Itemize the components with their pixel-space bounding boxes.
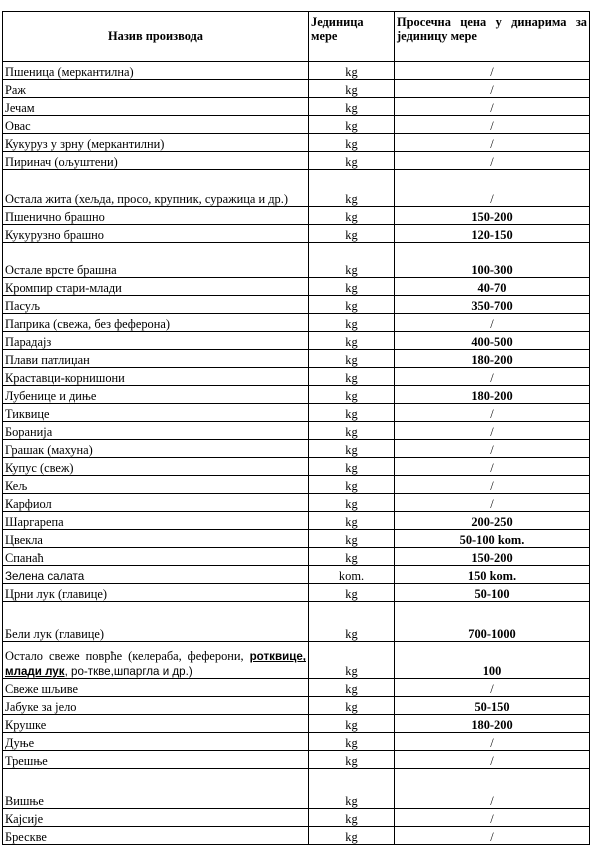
- table-row: [3, 225, 590, 243]
- cell-unit[interactable]: kg: [309, 404, 395, 422]
- table-row: [3, 733, 590, 751]
- table-row: [3, 494, 590, 512]
- cell-price[interactable]: /: [395, 116, 590, 134]
- header-unit[interactable]: Јединица мере: [309, 12, 395, 62]
- cell-unit[interactable]: kg: [309, 584, 395, 602]
- price-table: [2, 11, 590, 845]
- cell-name[interactable]: Бели лук (главице): [3, 602, 309, 642]
- cell-name[interactable]: Свеже шљиве: [3, 679, 309, 697]
- cell-unit[interactable]: kg: [309, 332, 395, 350]
- cell-name[interactable]: Паприка (свежа, без феферона): [3, 314, 309, 332]
- cell-name[interactable]: Грашак (махуна): [3, 440, 309, 458]
- header-row: [3, 12, 590, 62]
- cell-unit[interactable]: kg: [309, 809, 395, 827]
- cell-unit[interactable]: kg: [309, 243, 395, 278]
- cell-price[interactable]: /: [395, 170, 590, 207]
- cell-name[interactable]: Плави патлиџан: [3, 350, 309, 368]
- table-row: [3, 697, 590, 715]
- cell-name[interactable]: Кукурузно брашно: [3, 225, 309, 243]
- table-row: [3, 62, 590, 80]
- cell-price[interactable]: 150-200: [395, 548, 590, 566]
- cell-name[interactable]: Карфиол: [3, 494, 309, 512]
- cell-price[interactable]: /: [395, 751, 590, 769]
- cell-price[interactable]: /: [395, 80, 590, 98]
- cell-unit[interactable]: kg: [309, 350, 395, 368]
- table-row: [3, 548, 590, 566]
- cell-name[interactable]: [3, 642, 309, 679]
- cell-unit[interactable]: kg: [309, 225, 395, 243]
- cell-price[interactable]: /: [395, 809, 590, 827]
- cell-unit[interactable]: kg: [309, 80, 395, 98]
- cell-name[interactable]: Пшенично брашно: [3, 207, 309, 225]
- cell-price[interactable]: 50-150: [395, 697, 590, 715]
- cell-price[interactable]: 40-70: [395, 278, 590, 296]
- table-row: [3, 116, 590, 134]
- cell-unit[interactable]: kg: [309, 494, 395, 512]
- cell-price[interactable]: 180-200: [395, 715, 590, 733]
- cell-name[interactable]: Шаргарепа: [3, 512, 309, 530]
- cell-price[interactable]: 50-100: [395, 584, 590, 602]
- cell-price[interactable]: /: [395, 769, 590, 809]
- table-row: [3, 80, 590, 98]
- table-row: [3, 642, 590, 679]
- table-row: [3, 679, 590, 697]
- table-row: [3, 751, 590, 769]
- cell-price[interactable]: /: [395, 368, 590, 386]
- table-row: [3, 512, 590, 530]
- cell-price[interactable]: /: [395, 422, 590, 440]
- cell-name[interactable]: Цвекла: [3, 530, 309, 548]
- cell-name[interactable]: Дуње: [3, 733, 309, 751]
- cell-price[interactable]: /: [395, 494, 590, 512]
- cell-unit[interactable]: kg: [309, 733, 395, 751]
- cell-price[interactable]: 50-100 kom.: [395, 530, 590, 548]
- table-row: [3, 809, 590, 827]
- cell-unit[interactable]: kg: [309, 769, 395, 809]
- cell-unit[interactable]: kg: [309, 62, 395, 80]
- table-row: [3, 458, 590, 476]
- cell-name[interactable]: Остала жита (хељда, просо, крупник, суражица и др.): [3, 170, 309, 207]
- cell-name[interactable]: Крушке: [3, 715, 309, 733]
- table-row: [3, 566, 590, 584]
- cell-price[interactable]: 120-150: [395, 225, 590, 243]
- cell-unit[interactable]: kg: [309, 679, 395, 697]
- cell-unit[interactable]: kg: [309, 134, 395, 152]
- table-row: [3, 404, 590, 422]
- cell-unit[interactable]: kg: [309, 827, 395, 845]
- cell-name[interactable]: Остале врсте брашна: [3, 243, 309, 278]
- cell-price[interactable]: /: [395, 152, 590, 170]
- cell-name[interactable]: Парадајз: [3, 332, 309, 350]
- cell-unit[interactable]: kg: [309, 116, 395, 134]
- cell-unit[interactable]: kg: [309, 602, 395, 642]
- cell-name[interactable]: Брескве: [3, 827, 309, 845]
- cell-unit[interactable]: kg: [309, 422, 395, 440]
- cell-unit[interactable]: kg: [309, 440, 395, 458]
- cell-unit[interactable]: kg: [309, 170, 395, 207]
- cell-unit[interactable]: kg: [309, 207, 395, 225]
- cell-name[interactable]: Зелена салата: [3, 566, 309, 584]
- table-row: [3, 296, 590, 314]
- cell-unit[interactable]: kg: [309, 476, 395, 494]
- cell-unit[interactable]: kg: [309, 152, 395, 170]
- cell-unit[interactable]: kg: [309, 512, 395, 530]
- cell-name-part: , ро-ткве,шпаргла и др.): [64, 664, 193, 678]
- cell-price[interactable]: /: [395, 679, 590, 697]
- cell-name[interactable]: Боранија: [3, 422, 309, 440]
- table-row: [3, 332, 590, 350]
- table-row: [3, 440, 590, 458]
- table-row: [3, 584, 590, 602]
- cell-name[interactable]: Пиринач (ољуштени): [3, 152, 309, 170]
- cell-price[interactable]: /: [395, 827, 590, 845]
- cell-price[interactable]: 150-200: [395, 207, 590, 225]
- cell-unit[interactable]: kg: [309, 368, 395, 386]
- table-row: [3, 715, 590, 733]
- cell-price[interactable]: 150 kom.: [395, 566, 590, 584]
- cell-name[interactable]: Црни лук (главице): [3, 584, 309, 602]
- cell-name[interactable]: Тиквице: [3, 404, 309, 422]
- cell-name[interactable]: Пшеница (меркантилна): [3, 62, 309, 80]
- cell-price[interactable]: 350-700: [395, 296, 590, 314]
- cell-unit[interactable]: kg: [309, 715, 395, 733]
- cell-price[interactable]: 200-250: [395, 512, 590, 530]
- cell-unit[interactable]: kom.: [309, 566, 395, 584]
- cell-unit[interactable]: kg: [309, 697, 395, 715]
- cell-price[interactable]: 100: [395, 642, 590, 679]
- table-row: [3, 386, 590, 404]
- cell-price[interactable]: 180-200: [395, 350, 590, 368]
- table-row: [3, 602, 590, 642]
- cell-unit[interactable]: kg: [309, 458, 395, 476]
- table-row: [3, 422, 590, 440]
- table-row: [3, 152, 590, 170]
- cell-name[interactable]: Кајсије: [3, 809, 309, 827]
- cell-price[interactable]: /: [395, 476, 590, 494]
- cell-name-emphasis: ротквице, млади лук: [5, 650, 306, 678]
- cell-name[interactable]: Јечам: [3, 98, 309, 116]
- cell-name[interactable]: Кељ: [3, 476, 309, 494]
- cell-unit[interactable]: kg: [309, 642, 395, 679]
- header-product-name[interactable]: Назив производа: [3, 12, 309, 62]
- cell-price[interactable]: 180-200: [395, 386, 590, 404]
- table-row: [3, 368, 590, 386]
- cell-price[interactable]: /: [395, 62, 590, 80]
- cell-name[interactable]: Спанаћ: [3, 548, 309, 566]
- cell-name[interactable]: Лубенице и диње: [3, 386, 309, 404]
- cell-name[interactable]: Купус (свеж): [3, 458, 309, 476]
- cell-name[interactable]: Трешње: [3, 751, 309, 769]
- table-row: [3, 170, 590, 207]
- table-row: [3, 134, 590, 152]
- table-row: [3, 350, 590, 368]
- table-row: [3, 207, 590, 225]
- table-row: [3, 243, 590, 278]
- cell-unit[interactable]: kg: [309, 530, 395, 548]
- cell-unit[interactable]: kg: [309, 296, 395, 314]
- cell-name[interactable]: Раж: [3, 80, 309, 98]
- cell-name[interactable]: Вишње: [3, 769, 309, 809]
- cell-name[interactable]: Краставци-корнишони: [3, 368, 309, 386]
- cell-price[interactable]: 700-1000: [395, 602, 590, 642]
- table-row: [3, 278, 590, 296]
- cell-name[interactable]: Овас: [3, 116, 309, 134]
- cell-name[interactable]: Пасуљ: [3, 296, 309, 314]
- cell-price[interactable]: /: [395, 458, 590, 476]
- cell-price[interactable]: /: [395, 98, 590, 116]
- cell-price[interactable]: /: [395, 134, 590, 152]
- cell-unit[interactable]: kg: [309, 314, 395, 332]
- table-row: [3, 769, 590, 809]
- cell-name-part: Остало свеже поврће (келераба, феферони,: [5, 649, 250, 664]
- cell-name[interactable]: Кромпир стари-млади: [3, 278, 309, 296]
- cell-price[interactable]: /: [395, 440, 590, 458]
- cell-unit[interactable]: kg: [309, 278, 395, 296]
- cell-price[interactable]: /: [395, 733, 590, 751]
- header-average-price[interactable]: Просечна цена у динарима за јединицу мере: [395, 12, 590, 62]
- cell-price[interactable]: /: [395, 404, 590, 422]
- cell-unit[interactable]: kg: [309, 98, 395, 116]
- table-row: [3, 476, 590, 494]
- table-row: [3, 827, 590, 845]
- cell-name[interactable]: Кукуруз у зрну (меркантилни): [3, 134, 309, 152]
- table-row: [3, 530, 590, 548]
- cell-unit[interactable]: kg: [309, 386, 395, 404]
- cell-price[interactable]: /: [395, 314, 590, 332]
- table-row: [3, 314, 590, 332]
- cell-unit[interactable]: kg: [309, 751, 395, 769]
- table-row: [3, 98, 590, 116]
- cell-price[interactable]: 400-500: [395, 332, 590, 350]
- cell-unit[interactable]: kg: [309, 548, 395, 566]
- cell-price[interactable]: 100-300: [395, 243, 590, 278]
- cell-name[interactable]: Јабуке за јело: [3, 697, 309, 715]
